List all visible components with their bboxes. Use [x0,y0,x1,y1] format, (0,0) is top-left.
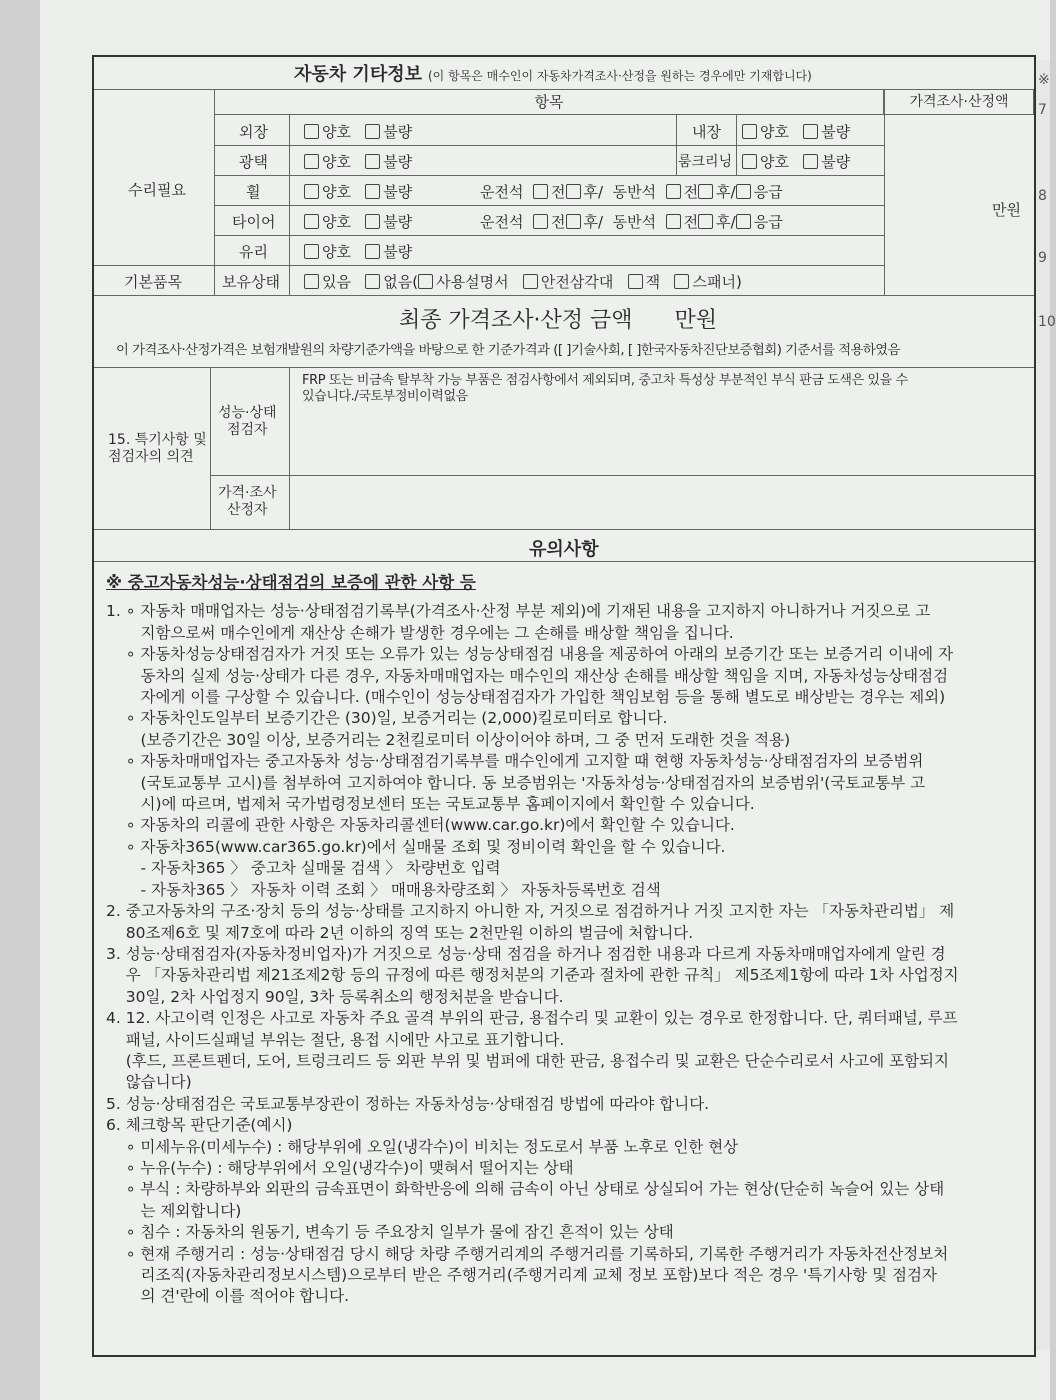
checkbox[interactable] [674,274,689,289]
checkbox[interactable] [304,244,319,259]
checkbox[interactable] [742,154,757,169]
notes-title: 유의사항 [529,539,599,560]
note-line: 패널, 사이드실패널 부위는 절단, 용접 시에만 사고로 표기합니다. [106,1030,565,1049]
note-line: 3. 성능·상태점검자(자동차정비업자)가 거짓으로 성능·상태 점검을 하거나 점검한 내용과 다르게 자동차매매업자에게 알린 경 [106,944,946,963]
section-note: (이 항목은 매수인이 자동차가격조사·산정을 원하는 경우에만 기재합니다) [427,69,812,83]
header-price: 가격조사·산정액 [884,89,1034,115]
price-basis-text: 이 가격조사·산정가격은 보험개발원의 차량기준가액을 바탕으로 한 기준가격과 ([ ]기술사회, [ ]한국자동차진단보증협회) 기준서를 적용하였음 [116,343,900,358]
note-line: ∘ 자동차성능상태점검자가 거짓 또는 오류가 있는 성능상태점검 내용을 제공하여 아래의 보증기간 또는 보증거리 이내에 자 [106,645,954,664]
final-price-label: 최종 가격조사·산정 금액 만원 [399,308,717,333]
notes-list [106,601,1026,1307]
note-line: 30일, 2차 사업정지 90일, 3차 등록취소의 행정처분을 받습니다. [106,987,564,1006]
note-line: 않습니다) [106,1073,192,1092]
note-line: (국토교통부 고시)를 첨부하여 고지하여야 합니다. 동 보증범위는 '자동차성능·상태점검자의 보증범위'(국토교통부 고 [106,773,926,792]
note-line: 우 「자동차관리법 제21조제2항 등의 규정에 따른 행정처분의 기준과 절차에 관한 규칙」 제5조제1항에 따라 1차 사업정지 [106,966,959,985]
checkbox[interactable] [523,274,538,289]
note-line: (후드, 프론트펜더, 도어, 트렁크리드 등 외판 부위 및 범퍼에 대한 판금, 용접수리 및 교환은 단순수리로서 사고에 포함되지 [106,1051,950,1070]
checkbox[interactable] [533,214,548,229]
pricer-label: 가격·조사 산정자 [218,485,277,518]
gloss-options[interactable]: 양호 불량 [304,151,412,172]
note-line: 지함으로써 매수인에게 재산상 손해가 발생한 경우에는 그 손해를 배상할 책임을 집니다. [106,623,734,642]
checkbox[interactable] [365,274,380,289]
edge-mark: 8 [1038,188,1047,204]
tire-options[interactable]: 양호 불량 [304,211,412,232]
room-cleaning-options[interactable]: 양호 불량 [742,151,850,172]
checkbox[interactable] [698,184,713,199]
checkbox[interactable] [533,184,548,199]
exterior-options[interactable]: 양호 불량 [304,121,412,142]
note-line: ∘ 미세누유(미세누수) : 해당부위에 오일(냉각수)이 비치는 정도로서 부품 노후로 인한 현상 [106,1137,739,1156]
note-line: ∘ 자동차365(www.car365.go.kr)에서 실매물 조회 및 정비이력 확인을 할 수 있습니다. [106,837,726,856]
checkbox[interactable] [803,124,818,139]
note-line: ∘ 부식 : 차량하부와 외판의 금속표면이 화학반응에 의해 금속이 아닌 상태로 상실되어 가는 현상(단순히 녹슬어 있는 상태 [106,1180,945,1199]
seat-row-2[interactable]: 운전석 전 후/ 동반석 전 후/ 응급 [480,213,783,231]
note-line: 2. 중고자동차의 구조·장치 등의 성능·상태를 고지하지 아니한 자, 거짓으로 점검하거나 거짓 고지한 자는 「자동차관리법」 제 [106,902,955,921]
price-unit: 만원 [992,201,1021,219]
note-line: ∘ 자동차인도일부터 보증기간은 (30)일, 보증거리는 (2,000)킬로미터로 합니다. [106,709,668,728]
row-label-gloss: 광택 [239,153,268,171]
row-label-wheel: 휠 [246,183,261,201]
checkbox[interactable] [666,214,681,229]
row-label-tire: 타이어 [232,213,276,231]
checkbox[interactable] [304,154,319,169]
basic-items-label: 기본품목 [124,273,182,291]
checkbox[interactable] [736,214,751,229]
checkbox[interactable] [365,214,380,229]
checkbox[interactable] [566,214,581,229]
note-line: 시)에 따르며, 법제처 국가법령정보센터 또는 국토교통부 홈페이지에서 확인할 수 있습니다. [106,795,755,814]
note-line: ∘ 자동차매매업자는 중고자동차 성능·상태점검기록부를 매수인에게 고지할 때 현행 자동차성능·상태점검자의 보증범위 [106,752,924,771]
wheel-options[interactable]: 양호 불량 [304,181,412,202]
notes-subtitle: ※ 중고자동차성능·상태점검의 보증에 관한 사항 등 [106,573,476,592]
note-line: ∘ 현재 주행거리 : 성능·상태점검 당시 해당 차량 주행거리계의 주행거리를 기록하되, 기록한 주행거리가 자동차전산정보처 [106,1244,949,1263]
row-label-glass: 유리 [239,243,268,261]
edge-mark: ※ [1038,72,1050,88]
note-line: (보증기간은 30일 이상, 보증거리는 2천킬로미터 이상이어야 하며, 그 중 먼저 도래한 것을 적용) [106,730,791,749]
edge-mark: 7 [1038,102,1047,118]
note-line: - 자동차365 〉 자동차 이력 조회 〉 매매용차량조회 〉 자동차등록번호 검색 [106,880,661,899]
seat-row-1[interactable]: 운전석 전 후/ 동반석 전 후/ 응급 [480,183,783,201]
glass-options[interactable]: 양호 불량 [304,241,412,262]
note-line: 동차의 실제 성능·상태가 다른 경우, 자동차매매업자는 매수인의 재산상 손해를 배상할 책임을 지며, 자동차성능상태점검 [106,666,949,685]
inspector-label: 성능·상태 점검자 [218,405,277,438]
edge-mark: 10 [1038,314,1056,330]
checkbox[interactable] [698,214,713,229]
header-item: 항목 [214,89,884,115]
checkbox[interactable] [365,124,380,139]
checkbox[interactable] [628,274,643,289]
row-label-room-cleaning: 룸크리닝 [678,154,733,170]
checkbox[interactable] [304,124,319,139]
note-line: 6. 체크항목 판단기준(예시) [106,1116,293,1135]
row-label-exterior: 외장 [239,123,268,141]
note-line: ∘ 누유(누수) : 해당부위에서 오일(냉각수)이 맺혀서 떨어지는 상태 [106,1158,574,1177]
checkbox[interactable] [742,124,757,139]
note-line: ∘ 자동차의 리콜에 관한 사항은 자동차리콜센터(www.car.go.kr)에서 확인할 수 있습니다. [106,816,735,835]
next-page-edge [1035,60,1056,1350]
basic-items-options[interactable]: 있음 없음( 사용설명서 안전삼각대 잭 스패너) [304,271,742,292]
checkbox[interactable] [566,184,581,199]
note-line: 리조직(자동차관리정보시스템)으로부터 받은 주행거리(주행거리계 교체 정보 포함)보다 적은 경우 '특기사항 및 점검자 [106,1266,937,1284]
checkbox[interactable] [365,154,380,169]
row-label-interior: 내장 [692,123,721,141]
repair-needed-label: 수리필요 [128,181,186,199]
note-line: 5. 성능·상태점검은 국토교통부장관이 정하는 자동차성능·상태점검 방법에 따라야 합니다. [106,1094,710,1113]
note-line: 80조제6호 및 제7호에 따라 2년 이하의 징역 또는 2천만원 이하의 벌금에 처합니다. [106,923,694,942]
edge-mark: 9 [1038,250,1047,266]
note-line: 는 제외합니다) [106,1201,242,1220]
basic-items-status: 보유상태 [222,273,280,291]
checkbox[interactable] [304,274,319,289]
checkbox[interactable] [365,244,380,259]
inspector-opinion-text: FRP 또는 비금속 탈부착 가능 부품은 점검사항에서 제외되며, 중고차 특성상 부분적인 부식 판금 도색은 있을 수 있습니다./국토부정비이력없음 [302,373,908,404]
checkbox[interactable] [803,154,818,169]
inspection-form [92,55,1036,1357]
checkbox[interactable] [304,214,319,229]
note-line: ∘ 침수 : 자동차의 원동기, 변속기 등 주요장치 일부가 물에 잠긴 흔적이 있는 상태 [106,1223,674,1242]
section-title: 자동차 기타정보 (이 항목은 매수인이 자동차가격조사·산정을 원하는 경우에만 기재합니다) [294,64,812,85]
note-line: 자에게 이를 구상할 수 있습니다. (매수인이 성능상태점검자가 가입한 책임보험 등을 통해 별도로 배상받는 경우는 제외) [106,688,946,707]
checkbox[interactable] [666,184,681,199]
note-line: 1. ∘ 자동차 매매업자는 성능·상태점검기록부(가격조사·산정 부분 제외)에 기재된 내용을 고지하지 아니하거나 거짓으로 고 [106,602,931,621]
interior-options[interactable]: 양호 불량 [742,121,850,142]
checkbox[interactable] [736,184,751,199]
checkbox[interactable] [365,184,380,199]
note-line: 의 견'란에 이를 적어야 합니다. [106,1287,350,1306]
checkbox[interactable] [304,184,319,199]
notes-body [106,572,1026,1308]
note-line: - 자동차365 〉 중고차 실매물 검색 〉 차량번호 입력 [106,859,501,878]
note-line: 4. 12. 사고이력 인정은 사고로 자동차 주요 골격 부위의 판금, 용접수리 및 교환이 있는 경우로 한정합니다. 단, 쿼터패널, 루프 [106,1009,958,1028]
checkbox[interactable] [418,274,433,289]
special-notes-label: 15. 특기사항 및 점검자의 의견 [108,432,207,465]
